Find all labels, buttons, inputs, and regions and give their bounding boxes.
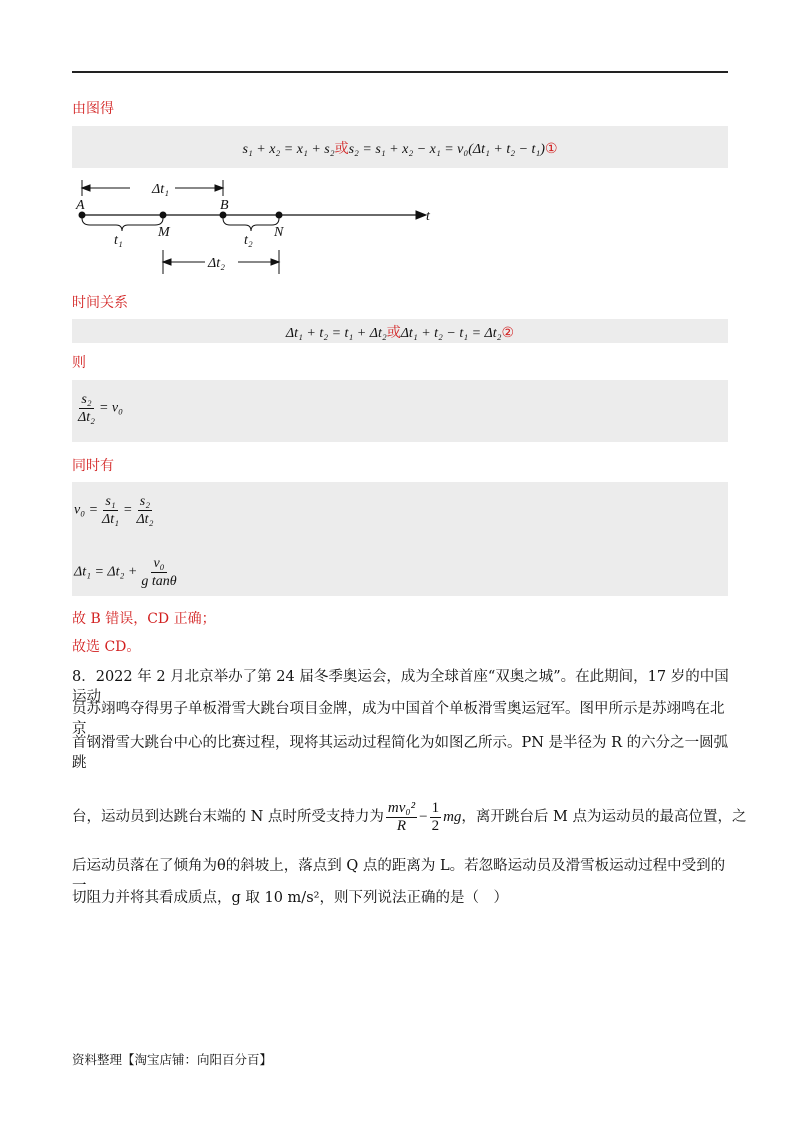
point-n-dot xyxy=(276,212,282,218)
equation-4: v₀ = $\frac{\text{s₁}}{\text{Δt₁}}$ = $\frac{\text{s₂}}{\text{Δt₂}}$ xyxy=(74,494,154,527)
problem-line-4: 台，运动员到达跳台末端的 N 点时所受支持力为 $\frac{\text{mv₀²}}{R}$ − $\frac{1}{2}$ mg ，离开跳台后 M 点为运动员的最高位置，之 xyxy=(72,799,747,834)
equation-3-box xyxy=(72,380,728,442)
dt1-right-arrow xyxy=(215,185,223,191)
label-axis-t: t xyxy=(426,209,430,224)
problem-line-5: 后运动员落在了倾角为θ的斜坡上，落点到 Q 点的距离为 L。若忽略运动员及滑雪板运动过程中受到的一 xyxy=(72,858,726,894)
heading-then: 则 xyxy=(72,355,86,371)
label-b: B xyxy=(220,198,229,213)
equation-3: $\frac{\text{s₂}}{\text{Δt₂}}$ = v₀ xyxy=(78,392,124,425)
equation-5: Δt₁ = Δt₂ + $\frac{\text{v₀}}{\text{g tanθ}}$ xyxy=(74,556,177,589)
label-t1: t₁ xyxy=(114,233,123,248)
problem-line-3: 首钢滑雪大跳台中心的比赛过程，现将其运动过程简化为如图乙所示。PN 是半径为 R 的六分之一圆弧跳 xyxy=(72,735,729,771)
label-dt1: Δt₁ xyxy=(152,182,169,197)
conclusion-2: 故选 CD。 xyxy=(72,639,141,655)
dt2-left-arrow xyxy=(163,259,171,265)
problem-line-6: 切阻力并将其看成质点，g 取 10 m/s²，则下列说法正确的是（ ） xyxy=(72,890,508,906)
label-n: N xyxy=(274,225,284,240)
label-t2: t₂ xyxy=(244,233,253,248)
equation-2: Δt₁ + t₂ = t₁ + Δt₂或Δt₁ + t₂ − t₁ = Δt₂② xyxy=(285,326,515,341)
axis-arrow xyxy=(416,211,426,219)
label-m: M xyxy=(158,225,170,240)
heading-also: 同时有 xyxy=(72,458,114,474)
problem-line-1: 8．2022 年 2 月北京举办了第 24 届冬季奥运会，成为全球首座“双奥之城”。在此期间，17 岁的中国运动 xyxy=(72,669,729,705)
equation-2-box xyxy=(72,319,728,343)
point-m-dot xyxy=(160,212,166,218)
conclusion-1: 故 B 错误，CD 正确； xyxy=(72,611,216,627)
label-a: A xyxy=(76,198,85,213)
timeline-diagram xyxy=(60,178,460,278)
equation-1-box xyxy=(72,126,728,168)
problem-line-2: 员苏翊鸣夺得男子单板滑雪大跳台项目金牌，成为中国首个单板滑雪奥运冠军。图甲所示是苏翊鸣在北京 xyxy=(72,701,725,737)
top-rule xyxy=(72,71,728,73)
support-force-formula: $\frac{\text{mv₀²}}{R}$ − $\frac{1}{2}$ mg xyxy=(387,799,462,834)
footer-source: 资料整理【淘宝店铺：向阳百分百】 xyxy=(72,1052,273,1067)
heading-time-relation: 时间关系 xyxy=(72,295,128,311)
t1-brace xyxy=(82,218,163,231)
label-dt2: Δt₂ xyxy=(208,256,225,271)
equation-4-5-box xyxy=(72,482,728,596)
dt1-left-arrow xyxy=(82,185,90,191)
t2-brace xyxy=(223,218,279,231)
heading-from-figure: 由图得 xyxy=(72,101,114,117)
dt2-right-arrow xyxy=(271,259,279,265)
equation-1: s₁ + x₂ = x₁ + s₂或s₂ = s₁ + x₂ − x₁ = v₀(Δt₁ + t₂ − t₁)① xyxy=(242,142,558,157)
